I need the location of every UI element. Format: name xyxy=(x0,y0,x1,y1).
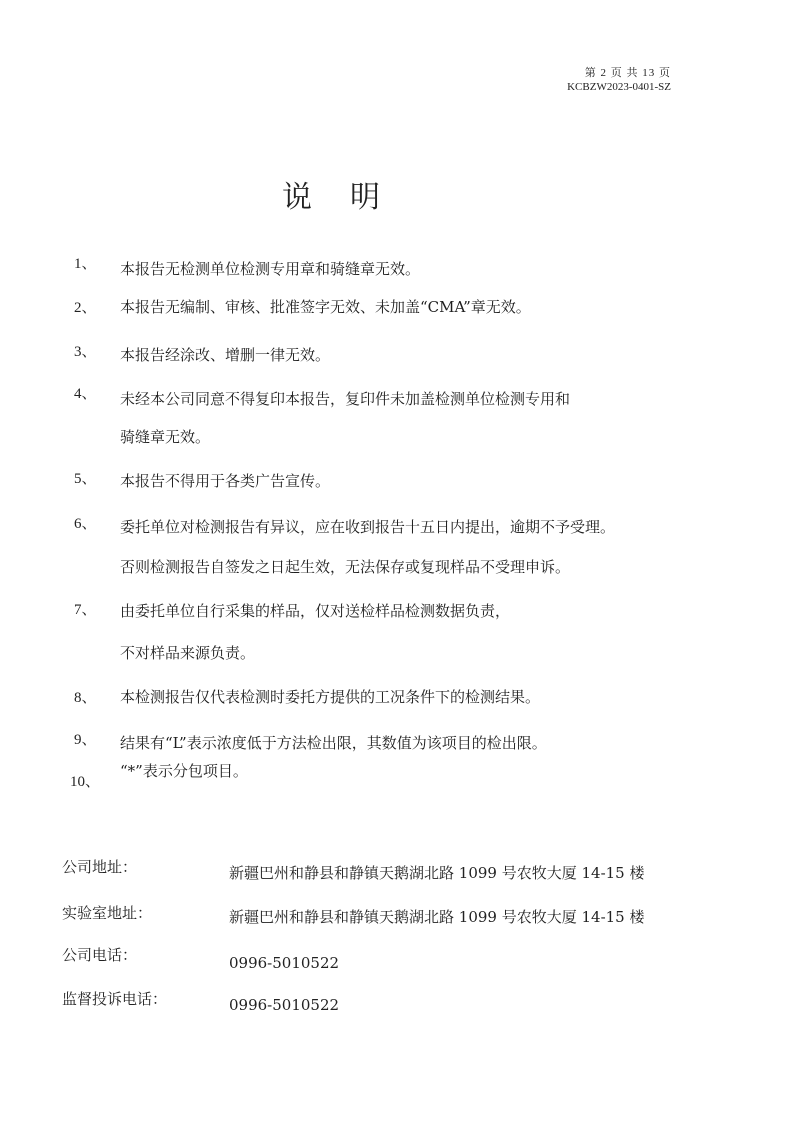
item-text: 本报告不得用于各类广告宣传。 xyxy=(120,472,331,490)
item-number: 4、 xyxy=(74,386,97,402)
company-phone: 0996-5010522 xyxy=(229,954,340,972)
item-text-continued: 不对样品来源负责。 xyxy=(120,644,256,662)
item-number: 7、 xyxy=(74,602,97,618)
supervision-phone: 0996-5010522 xyxy=(229,996,340,1014)
supervision-phone-label: 监督投诉电话： xyxy=(62,990,168,1008)
item-number: 2、 xyxy=(74,300,97,316)
item-number: 3、 xyxy=(74,344,97,360)
company-address-label: 公司地址： xyxy=(62,858,138,876)
company-phone-label: 公司电话： xyxy=(62,946,138,964)
item-number: 5、 xyxy=(74,471,97,487)
company-address: 新疆巴州和静县和静镇天鹅湖北路 1099 号农牧大厦 14-15 楼 xyxy=(229,864,645,882)
item-number: 1、 xyxy=(74,256,97,272)
item-text: 本检测报告仅代表检测时委托方提供的工况条件下的检测结果。 xyxy=(120,688,541,706)
item-text: 本报告经涂改、增删一律无效。 xyxy=(120,346,331,364)
item-text: 未经本公司同意不得复印本报告，复印件未加盖检测单位检测专用和 xyxy=(120,390,571,408)
item-text: 本报告无编制、审核、批准签字无效、未加盖“CMA”章无效。 xyxy=(120,298,531,316)
page-number: 第 2 页 共 13 页 xyxy=(584,67,671,79)
item-text: “*”表示分包项目。 xyxy=(120,762,248,780)
item-text: 本报告无检测单位检测专用章和骑缝章无效。 xyxy=(120,260,421,278)
item-text: 结果有“L”表示浓度低于方法检出限，其数值为该项目的检出限。 xyxy=(120,734,547,752)
item-text-continued: 否则检测报告自签发之日起生效，无法保存或复现样品不受理申诉。 xyxy=(120,558,571,576)
item-text-continued: 骑缝章无效。 xyxy=(120,428,211,446)
item-text: 委托单位对检测报告有异议，应在收到报告十五日内提出，逾期不予受理。 xyxy=(120,518,616,536)
item-text: 由委托单位自行采集的样品，仅对送检样品检测数据负责， xyxy=(120,602,511,620)
item-number: 8、 xyxy=(74,690,97,706)
item-number: 10、 xyxy=(70,774,101,790)
item-number: 6、 xyxy=(74,516,97,532)
lab-address-label: 实验室地址： xyxy=(62,904,153,922)
page-title: 说明 xyxy=(282,180,418,215)
report-code: KCBZW2023-0401-SZ xyxy=(567,81,671,93)
lab-address: 新疆巴州和静县和静镇天鹅湖北路 1099 号农牧大厦 14-15 楼 xyxy=(229,908,645,926)
item-number: 9、 xyxy=(74,732,97,748)
